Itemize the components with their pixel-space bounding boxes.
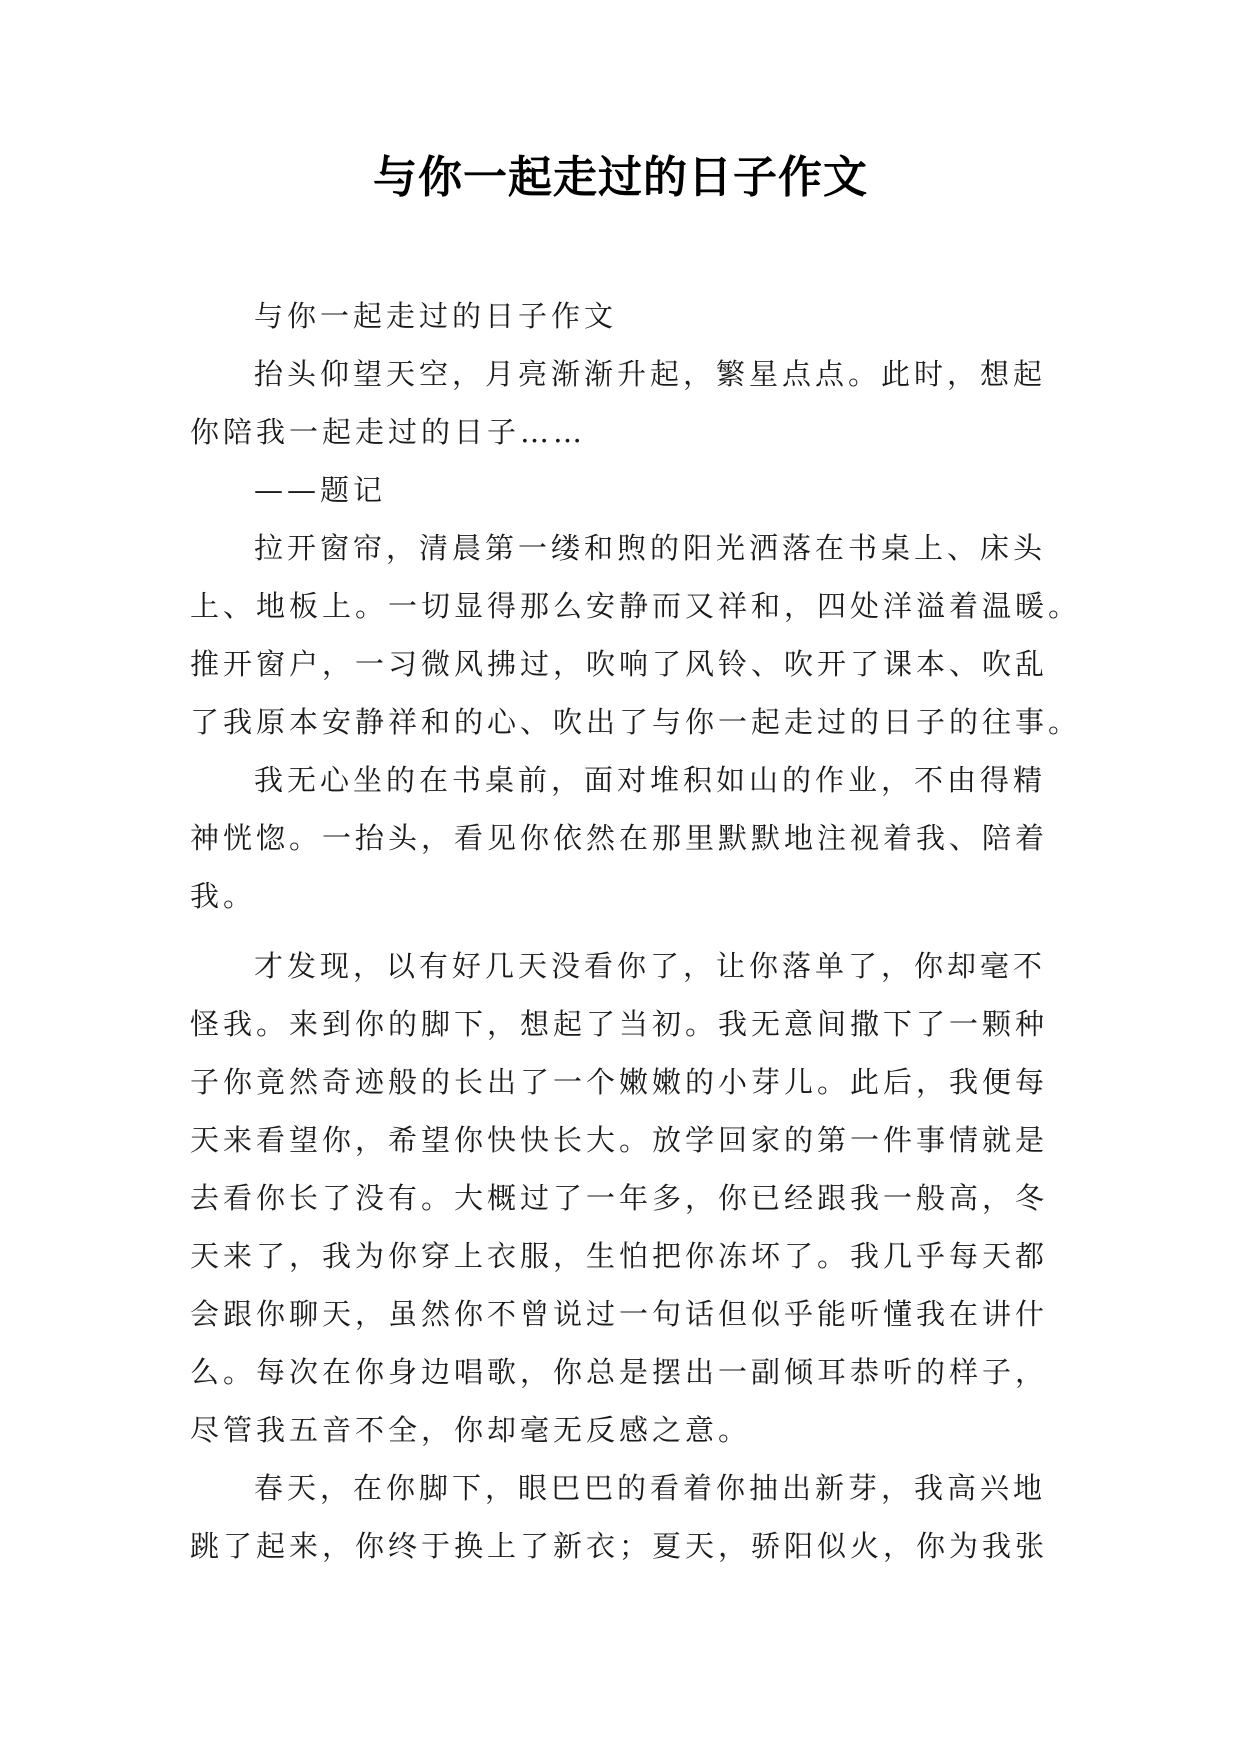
page-title: 与你一起走过的日子作文 <box>373 152 868 203</box>
text-line: 怪我。来到你的脚下，想起了当初。我无意间撒下了一颗种 <box>190 1007 1049 1041</box>
text-line: 你陪我一起走过的日子…… <box>190 415 587 449</box>
paragraph <box>190 461 1060 519</box>
text-line: 才发现，以有好几天没看你了，让你落单了，你却毫不 <box>254 949 1047 983</box>
text-line: 与你一起走过的日子作文 <box>254 299 618 333</box>
paragraph <box>190 937 1060 1459</box>
paragraph <box>190 345 1060 461</box>
text-line: 了我原本安静祥和的心、吹出了与你一起走过的日子的往事。 <box>190 705 1082 739</box>
text-line: 天来了，我为你穿上衣服，生怕把你冻坏了。我几乎每天都 <box>190 1239 1049 1273</box>
text-line: 会跟你聊天，虽然你不曾说过一句话但似乎能听懂我在讲什 <box>190 1297 1049 1331</box>
text-line: 我。 <box>190 879 257 913</box>
text-line: 尽管我五音不全，你却毫无反感之意。 <box>190 1413 752 1447</box>
text-line: 去看你长了没有。大概过了一年多，你已经跟我一般高，冬 <box>190 1181 1049 1215</box>
text-line: 推开窗户，一习微风拂过，吹响了风铃、吹开了课本、吹乱 <box>190 647 1049 681</box>
text-line: 天来看望你，希望你快快长大。放学回家的第一件事情就是 <box>190 1123 1049 1157</box>
text-line: 跳了起来，你终于换上了新衣；夏天，骄阳似火，你为我张 <box>190 1529 1049 1563</box>
paragraph <box>190 751 1060 925</box>
text-line: 么。每次在你身边唱歌，你总是摆出一副倾耳恭听的样子， <box>190 1355 1049 1389</box>
text-line: 神恍惚。一抬头，看见你依然在那里默默地注视着我、陪着 <box>190 821 1049 855</box>
paragraph <box>190 287 1060 345</box>
text-line: 抬头仰望天空，月亮渐渐升起，繁星点点。此时，想起 <box>254 357 1047 391</box>
text-line: 上、地板上。一切显得那么安静而又祥和，四处洋溢着温暖。 <box>190 589 1082 623</box>
text-line: ——题记 <box>254 473 387 507</box>
text-line: 拉开窗帘，清晨第一缕和煦的阳光洒落在书桌上、床头 <box>254 531 1047 565</box>
text-line: 春天，在你脚下，眼巴巴的看着你抽出新芽，我高兴地 <box>254 1471 1047 1505</box>
paragraph <box>190 1459 1060 1575</box>
text-line: 我无心坐的在书桌前，面对堆积如山的作业，不由得精 <box>254 763 1047 797</box>
document-body <box>190 287 1082 1575</box>
paragraph <box>190 519 1082 751</box>
text-line: 子你竟然奇迹般的长出了一个嫩嫩的小芽儿。此后，我便每 <box>190 1065 1049 1099</box>
